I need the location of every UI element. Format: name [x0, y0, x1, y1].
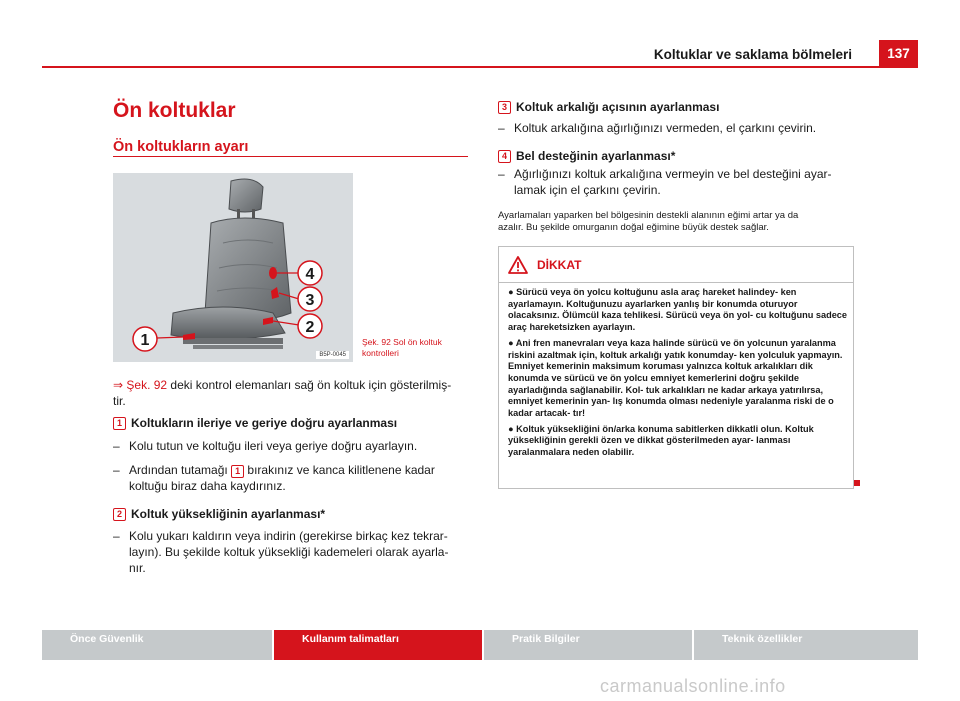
- warning-divider: [499, 282, 853, 283]
- watermark: carmanualsonline.info: [600, 676, 786, 696]
- warning-paragraph: ● Ani fren manevraları veya kaza halinde sürücü ve ön yolcunun yaralanma riskini azaltmak için, koltuk arkalığı yatık konumday- ken yolculuk yapmayın. Emniyet kemerinin maksimum koruması yalnızca koltuk arkalıkları dik konumda ve sürücü ve ön yolcu emniyet kemerlerini doğru şekilde ayarladığında sağlanabilir. Kol- tuk arkalıkları ne kadar arkaya yatırılırsa, emniyet kemerinin yan- lış konumda olması nedeniyle yaralanma riski de o kadar artacak- tır!: [508, 337, 843, 419]
- seat-illustration: [113, 173, 353, 362]
- figure-code: B5P-0045: [316, 351, 349, 359]
- warning-triangle-icon: [507, 255, 529, 275]
- step-3-item-1: – Koltuk arkalığına ağırlığınızı vermeden, el çarkını çevirin.: [498, 121, 817, 135]
- warning-paragraph: ● Sürücü veya ön yolcu koltuğunu asla araç hareket halindey- ken ayarlamayın. Koltuğunuzu ayarlarken yanlış bir konumda oturuyor olacaksınız. Ölümcül kaza tehlikesi. Sürücü veya ön yol- cu koltuğunu sadece araç hareketsizken ayarlayın.: [508, 287, 848, 333]
- header-divider: [42, 66, 918, 68]
- warning-header: [499, 247, 853, 282]
- section-subtitle: Ön koltukların ayarı: [113, 139, 249, 155]
- step-3-heading: 3 Koltuk arkalığı açısının ayarlanması: [498, 99, 719, 115]
- chapter-title: Koltuklar ve saklama bölmeleri: [653, 47, 852, 62]
- tab-pratik-bilgiler[interactable]: Pratik Bilgiler: [484, 630, 692, 660]
- tab-kullanim-talimatlari[interactable]: Kullanım talimatları: [274, 630, 482, 660]
- section-end-marker: [854, 480, 860, 486]
- figure-reference-link[interactable]: ⇒ Şek. 92: [113, 378, 168, 392]
- tab-once-guvenlik[interactable]: Önce Güvenlik: [42, 630, 272, 660]
- section-title: Ön koltuklar: [113, 99, 236, 122]
- step-2-heading: 2 Koltuk yüksekliğinin ayarlanması*: [113, 506, 325, 522]
- intro-paragraph: ⇒ Şek. 92 deki kontrol elemanları sağ ön koltuk için gösterilmiş- tir.: [113, 378, 452, 408]
- tab-teknik-ozellikler[interactable]: Teknik özellikler: [694, 630, 918, 660]
- step-1-item-2: – Ardından tutamağı 1 bırakınız ve kanca kilitlenene kadar koltuğu biraz daha kaydırınız.: [113, 463, 435, 493]
- step-badge: 2: [113, 508, 126, 521]
- warning-title: DİKKAT: [537, 257, 582, 272]
- step-badge: 1: [113, 417, 126, 430]
- step-4-heading: 4 Bel desteğinin ayarlanması*: [498, 148, 675, 164]
- seat-figure: [113, 173, 353, 362]
- page-number: 137: [879, 40, 918, 67]
- step-1-heading: 1 Koltukların ileriye ve geriye doğru ayarlanması: [113, 415, 397, 431]
- callout-1: 1: [140, 332, 150, 349]
- warning-box: [498, 246, 854, 489]
- inline-badge: 1: [231, 465, 244, 478]
- callout-3: 3: [305, 292, 315, 309]
- step-2-item-1: – Kolu yukarı kaldırın veya indirin (gerekirse birkaç kez tekrar- layın). Bu şekilde koltuk yüksekliği kademeleri olarak ayarla- nır.: [113, 529, 449, 575]
- subtitle-divider: [113, 156, 468, 157]
- step-badge: 3: [498, 101, 511, 114]
- note-paragraph: Ayarlamaları yaparken bel bölgesinin destekli alanının eğimi artar ya da azalır. Bu şekilde omurganın doğal eğimine büyük destek sağlar.: [498, 210, 799, 233]
- footer-tabs: [42, 630, 918, 660]
- callout-2: 2: [305, 319, 315, 336]
- callout-4: 4: [305, 266, 315, 283]
- step-4-item-1: – Ağırlığınızı koltuk arkalığına vermeyin ve bel desteğini ayar- lamak için el çarkını çevirin.: [498, 167, 832, 197]
- step-1-item-1: – Kolu tutun ve koltuğu ileri veya geriye doğru ayarlayın.: [113, 439, 418, 453]
- warning-paragraph: ● Koltuk yüksekliğini ön/arka konuma sabitlerken dikkatli olun. Koltuk yüksekliğinin gerekli özen ve dikkat gösterilmeden ayar- lanması yaralanmalara neden olabilir.: [508, 423, 814, 458]
- figure-caption: Şek. 92 Sol ön koltuk kontrolleri: [362, 337, 442, 358]
- warning-body: [508, 287, 848, 463]
- step-badge: 4: [498, 150, 511, 163]
